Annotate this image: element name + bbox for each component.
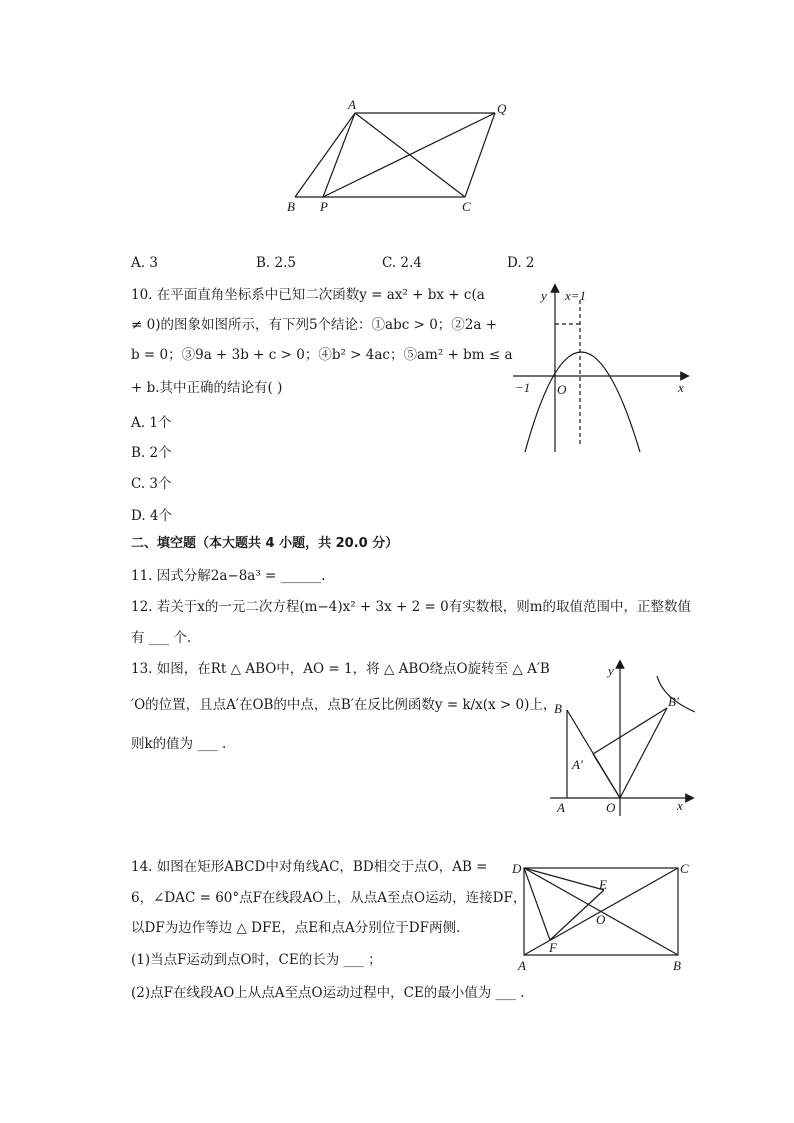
q10-line-3: b = 0；③9a + 3b + c > 0；④b² > 4ac；⑤am² + bm ≤ a: [131, 347, 513, 363]
q10-line-4: + b.其中正确的结论有( ): [131, 380, 283, 396]
q11-text: 11. 因式分解2a−8a³ = ______.: [131, 568, 326, 584]
q10-option-c: C. 3个: [131, 476, 172, 492]
rotation-figure: [545, 658, 695, 818]
q14-line-4: (1)当点F运动到点O时，CE的长为 ___ ；: [131, 952, 382, 968]
parabola-figure: [505, 282, 695, 454]
q10-option-b: B. 2个: [131, 445, 172, 461]
label-D: D: [512, 861, 522, 876]
axis-x-label: x: [677, 798, 683, 813]
q10-option-a: A. 1个: [131, 415, 172, 431]
q14-line-5: (2)点F在线段AO上从点A至点O运动过程中，CE的最小值为 ___ .: [131, 985, 525, 1001]
origin-label: O: [557, 382, 567, 397]
q13-line-1: 13. 如图，在Rt △ ABO中，AO = 1，将 △ ABO绕点O旋转至 △ A′B: [131, 661, 550, 677]
section-heading: 二、填空题（本大题共 4 小题，共 20.0 分）: [131, 536, 399, 551]
label-F: F: [549, 940, 557, 955]
label-A-prime: A′: [572, 757, 583, 772]
q12-line-2: 有 ___ 个.: [131, 630, 192, 646]
parallelogram-figure: [280, 95, 520, 220]
q10-line-1: 10. 在平面直角坐标系中已知二次函数y = ax² + bx + c(a: [131, 287, 485, 303]
q9-option-b: B. 2.5: [256, 255, 296, 271]
rectangle-figure: [508, 858, 694, 976]
label-A: A: [348, 97, 356, 112]
label-B: B: [673, 958, 681, 973]
q10-option-d: D. 4个: [131, 508, 173, 524]
label-B: B: [554, 701, 562, 716]
axis-y-label: y: [608, 663, 614, 678]
q13-line-3: 则k的值为 ___ .: [131, 736, 227, 752]
label-C: C: [680, 861, 689, 876]
label-C: C: [462, 199, 471, 214]
q14-line-2: 6，∠DAC = 60°点F在线段AO上，从点A至点O运动，连接DF，: [131, 890, 527, 906]
q14-line-1: 14. 如图在矩形ABCD中对角线AC，BD相交于点O，AB =: [131, 859, 488, 875]
label-A: A: [518, 958, 526, 973]
q13-line-2: ′O的位置，且点A′在OB的中点，点B′在反比例函数y = k/x(x > 0)上，: [131, 697, 557, 713]
label-A: A: [557, 800, 565, 815]
q14-line-3: 以DF为边作等边 △ DFE，点E和点A分别位于DF两侧.: [131, 920, 461, 936]
label-B: B: [287, 199, 295, 214]
label-B-prime: B′: [668, 694, 679, 709]
label-O: O: [606, 800, 616, 815]
label-P: P: [320, 199, 328, 214]
label-O: O: [596, 912, 606, 927]
axis-x-label: x: [678, 380, 684, 395]
q9-option-d: D. 2: [507, 255, 535, 271]
q10-line-2: ≠ 0)的图象如图所示，有下列5个结论：①abc > 0；②2a +: [131, 317, 498, 333]
label-E: E: [599, 877, 607, 892]
axis-of-symmetry-label: x=1: [565, 288, 587, 303]
tick-neg1-label: −1: [515, 380, 531, 395]
axis-y-label: y: [541, 288, 547, 303]
q9-option-a: A. 3: [131, 255, 158, 271]
q12-line-1: 12. 若关于x的一元二次方程(m−4)x² + 3x + 2 = 0有实数根，则m的取值范围中，正整数值: [131, 599, 691, 615]
q9-option-c: C. 2.4: [382, 255, 422, 271]
label-Q: Q: [497, 101, 507, 116]
